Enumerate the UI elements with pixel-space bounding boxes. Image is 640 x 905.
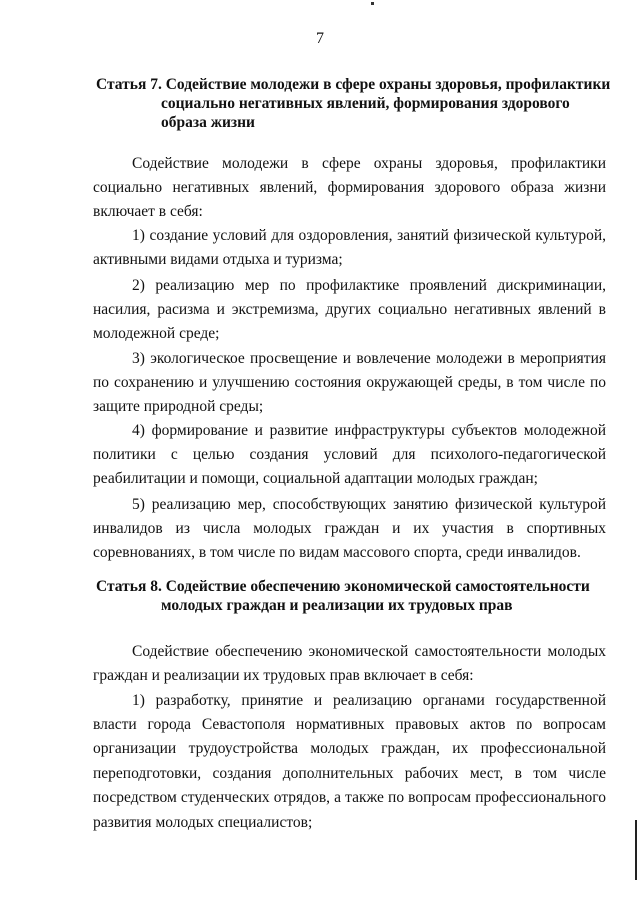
scan-edge-mark <box>635 820 637 880</box>
article-8-heading-line-2: молодых граждан и реализации их трудовых прав <box>161 597 513 614</box>
article-7-heading-line-2: социально негативных явлений, формирования здорового <box>161 95 570 112</box>
article-8-heading-line-1: Статья 8. Содействие обеспечению экономической самостоятельности <box>96 578 590 595</box>
page-number: 7 <box>316 30 324 47</box>
article-8-heading <box>96 577 616 615</box>
scan-speck <box>371 2 374 5</box>
article-7-heading-line-1: Статья 7. Содействие молодежи в сфере охраны здоровья, профилактики <box>96 76 611 93</box>
article-8-item-1: 1) разработку, принятие и реализацию органами государственной власти города Севастополя нормативных правовых актов по вопросам организации трудоустройства молодых граждан, их профессиональной переподготовки, создания дополнительных рабочих мест, в том числе посредством студенческих отрядов, а также по вопросам профессионального развития молодых специалистов; <box>93 691 606 831</box>
article-7-item-3: 3) экологическое просвещение и вовлечение молодежи в мероприятия по сохранению и улучшению состояния окружающей среды, в том числе по защите природной среды; <box>93 349 606 416</box>
article-8-intro: Содействие обеспечению экономической самостоятельности молодых граждан и реализации их трудовых прав включает в себя: <box>93 642 606 684</box>
article-7-heading-line-3: образа жизни <box>161 114 255 131</box>
article-7-item-5: 5) реализацию мер, способствующих занятию физической культурой инвалидов из числа молодых граждан и их участия в спортивных соревнованиях, в том числе по видам массового спорта, среди инвалидов. <box>93 495 606 562</box>
article-7-item-4: 4) формирование и развитие инфраструктуры субъектов молодежной политики с целью создания условий для психолого-педагогической реабилитации и помощи, социальной адаптации молодых граждан; <box>93 421 606 488</box>
article-7-intro: Содействие молодежи в сфере охраны здоровья, профилактики социально негативных явлений, формирования здорового образа жизни включает в себя: <box>93 154 606 221</box>
article-7-item-1: 1) создание условий для оздоровления, занятий физической культурой, активными видами отдыха и туризма; <box>93 226 606 268</box>
article-7-item-2: 2) реализацию мер по профилактике проявлений дискриминации, насилия, расизма и экстремизма, других социально негативных явлений в молодежной среде; <box>93 276 606 343</box>
article-7-heading <box>96 75 616 132</box>
